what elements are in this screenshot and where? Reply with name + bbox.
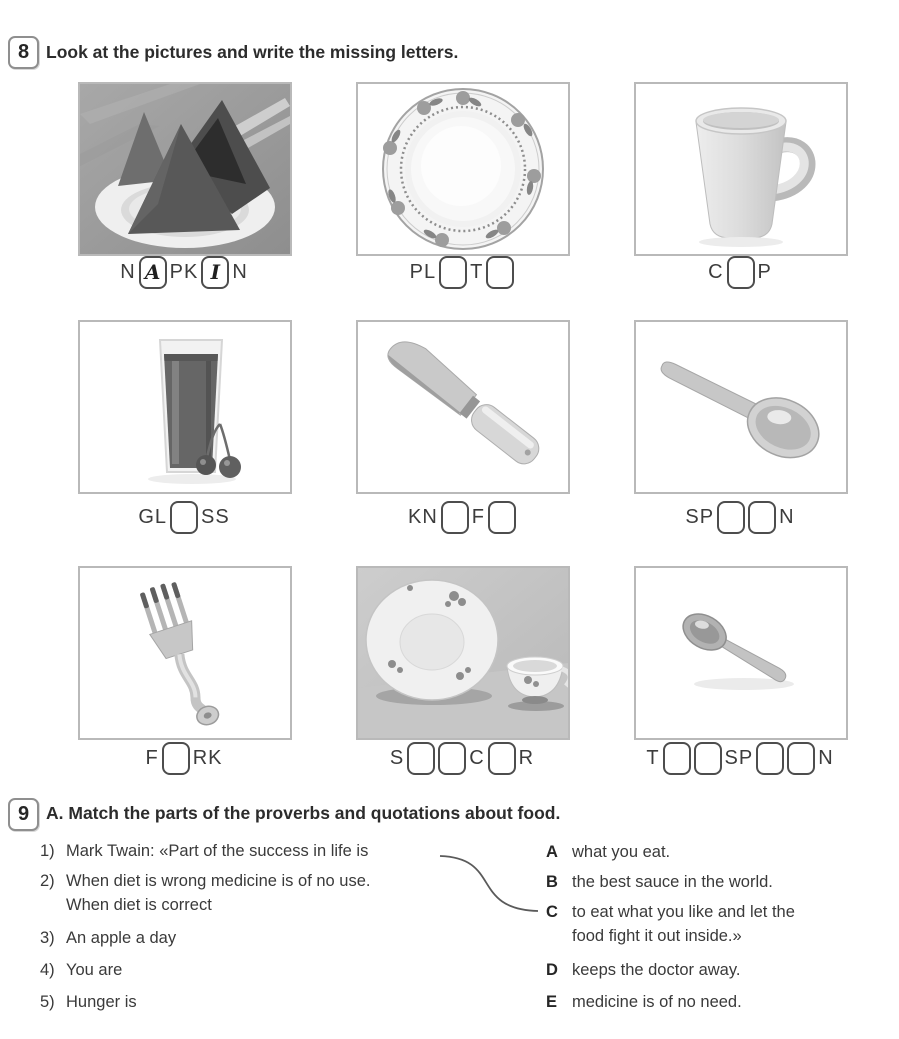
teaspoon-image [634, 566, 848, 740]
answer-letters: SP [724, 747, 754, 769]
proverb-5-text[interactable]: Hunger is [66, 993, 137, 1011]
answer-letters: F [471, 506, 485, 528]
answer-letters: C [469, 747, 485, 769]
proverb-4-number: 4) [40, 961, 55, 979]
answer-letters: KN [407, 506, 438, 528]
option-b-letter: B [546, 873, 558, 891]
answer-letters: R [518, 747, 535, 769]
option-e-text[interactable]: medicine is of no need. [572, 993, 742, 1011]
answer-letters: SP [685, 506, 715, 528]
cup-image [634, 82, 848, 256]
proverb-4-text[interactable]: You are [66, 961, 123, 979]
napkin-image [78, 82, 292, 256]
option-e-letter: E [546, 993, 558, 1011]
answer-letters: F [145, 747, 159, 769]
answer-letters: N [232, 261, 248, 283]
answer-letters: C [708, 261, 724, 283]
proverb-2-number: 2) [40, 872, 55, 890]
letter-box[interactable] [488, 501, 516, 534]
answer-letters: S [389, 747, 405, 769]
answer-saucer [356, 738, 568, 778]
answer-letters: SS [201, 506, 230, 528]
letter-box[interactable] [727, 256, 755, 289]
letter-box[interactable] [438, 742, 466, 775]
answer-plate [356, 252, 568, 292]
letter-box[interactable] [441, 501, 469, 534]
letter-box[interactable]: I [201, 256, 229, 289]
answer-teaspoon [634, 738, 846, 778]
proverb-1-text[interactable]: Mark Twain: «Part of the success in life is [66, 842, 369, 860]
proverb-2-text-line2[interactable]: When diet is correct [66, 896, 212, 914]
answer-letters: P [757, 261, 772, 283]
answer-napkin [78, 252, 290, 292]
letter-box[interactable] [663, 742, 691, 775]
letter-box[interactable] [439, 256, 467, 289]
answer-spoon [634, 497, 846, 537]
answer-fork [78, 738, 290, 778]
option-b-text[interactable]: the best sauce in the world. [572, 873, 773, 891]
letter-box[interactable] [717, 501, 745, 534]
answer-letters: T [646, 747, 660, 769]
answer-letters: N [779, 506, 795, 528]
answer-glass [78, 497, 290, 537]
answer-letters: PL [409, 261, 437, 283]
proverb-2-text-line1[interactable]: When diet is wrong medicine is of no use. [66, 872, 371, 890]
answer-cup [634, 252, 846, 292]
option-c-letter: C [546, 903, 558, 921]
match-line-1-to-c [430, 845, 550, 920]
letter-box[interactable] [694, 742, 722, 775]
letter-box[interactable] [162, 742, 190, 775]
exercise-9-number-badge: 9 [8, 798, 39, 831]
exercise-8-number-badge: 8 [8, 36, 39, 69]
answer-letters: GL [138, 506, 167, 528]
answer-letters: N [120, 261, 136, 283]
letter-box[interactable] [756, 742, 784, 775]
proverb-5-number: 5) [40, 993, 55, 1011]
letter-box[interactable] [407, 742, 435, 775]
answer-letters: N [818, 747, 834, 769]
answer-letters: T [470, 261, 484, 283]
option-a-letter: A [546, 843, 558, 861]
letter-box[interactable] [170, 501, 198, 534]
glass-of-juice-image [78, 320, 292, 494]
answer-letters: PK [169, 261, 199, 283]
option-c-text-line2[interactable]: food fight it out inside.» [572, 927, 742, 945]
option-d-text[interactable]: keeps the doctor away. [572, 961, 741, 979]
answer-knife [356, 497, 568, 537]
exercise-8-title: Look at the pictures and write the missing letters. [46, 42, 459, 62]
spoon-image [634, 320, 848, 494]
fork-image [78, 566, 292, 740]
proverb-3-number: 3) [40, 929, 55, 947]
letter-box[interactable] [486, 256, 514, 289]
exercise-9-title: A. Match the parts of the proverbs and quotations about food. [46, 803, 561, 823]
option-c-text-line1[interactable]: to eat what you like and let the [572, 903, 795, 921]
plate-image [356, 82, 570, 256]
saucer-and-teacup-image [356, 566, 570, 740]
answer-letters: RK [192, 747, 223, 769]
option-a-text[interactable]: what you eat. [572, 843, 671, 861]
letter-box[interactable] [787, 742, 815, 775]
letter-box[interactable] [488, 742, 516, 775]
letter-box[interactable]: A [139, 256, 167, 289]
proverb-3-text[interactable]: An apple a day [66, 929, 177, 947]
option-d-letter: D [546, 961, 558, 979]
letter-box[interactable] [748, 501, 776, 534]
knife-image [356, 320, 570, 494]
proverb-1-number: 1) [40, 842, 55, 860]
